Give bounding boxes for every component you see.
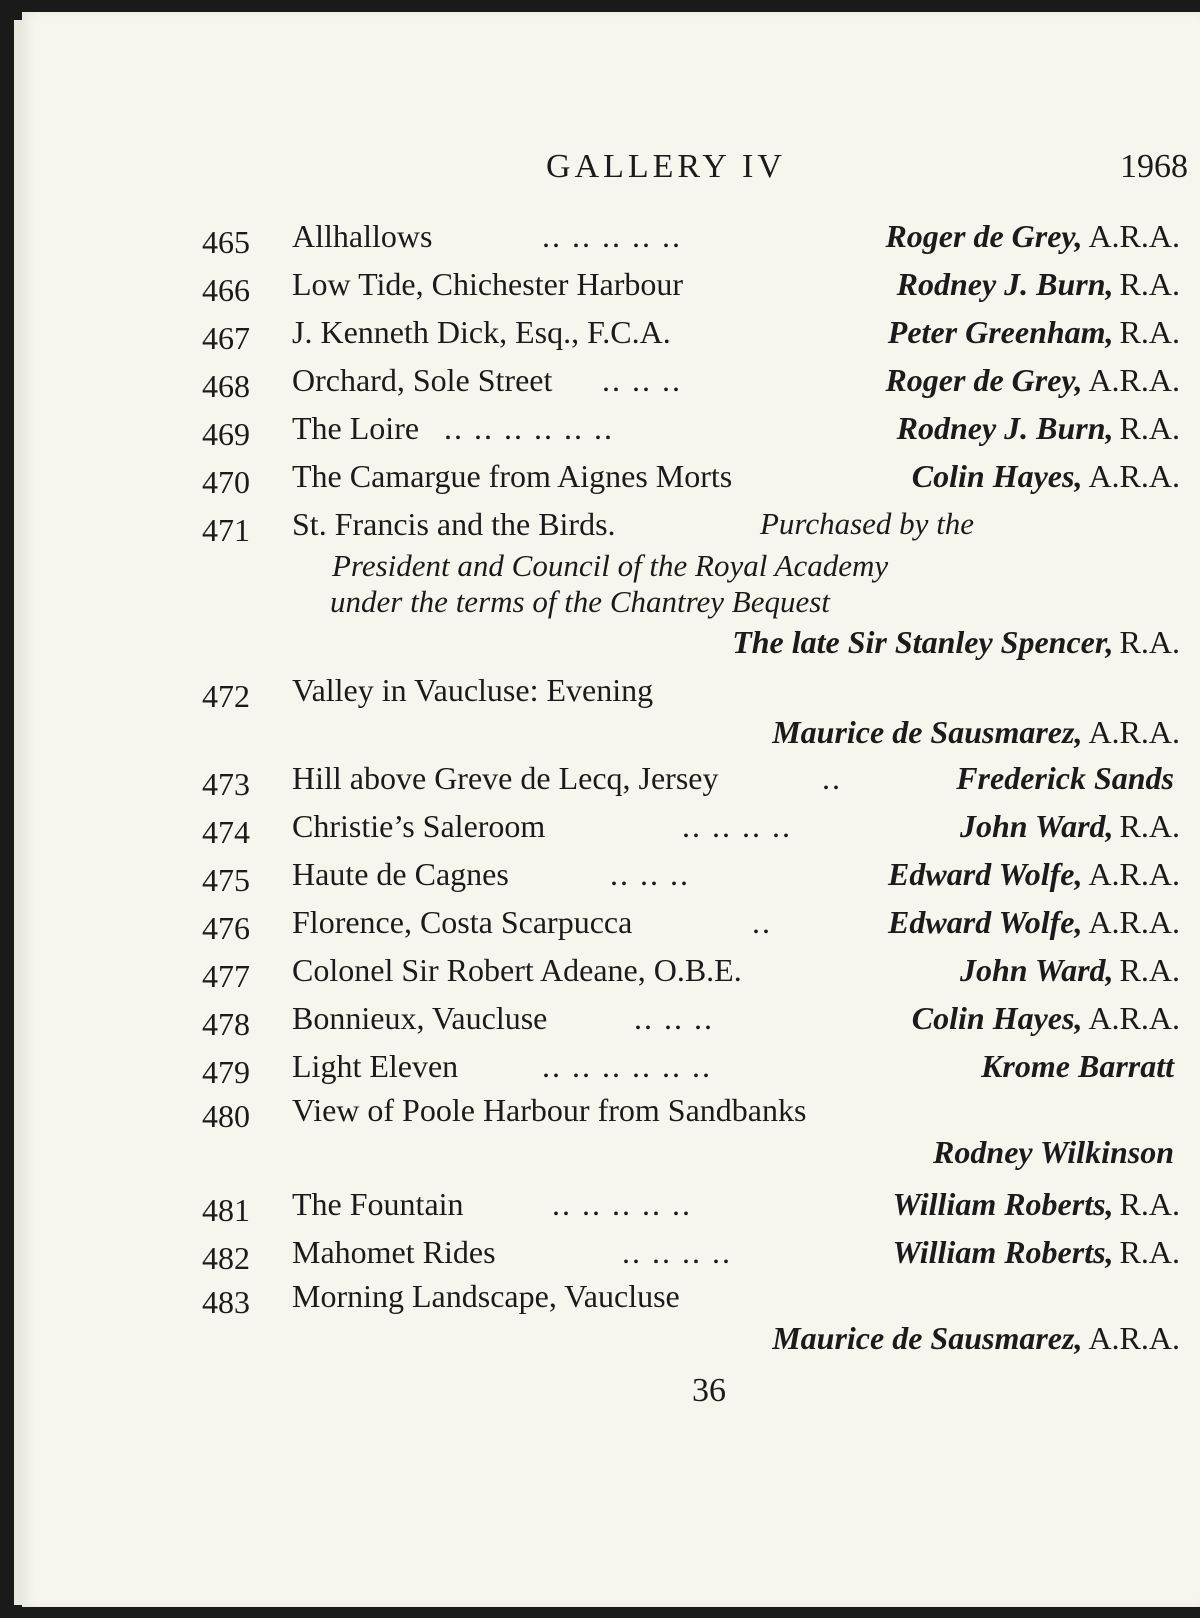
entry-479 [22,1042,1200,1090]
artist-honours: R.A. [1119,410,1180,446]
artist-name: The late Sir Stanley Spencer, [732,624,1114,660]
entry-artist [888,850,1180,898]
entry-artist [912,452,1180,500]
entry-466 [22,260,1200,308]
artist-honours: R.A. [1119,808,1180,844]
entry-title: Low Tide, Chichester Harbour [292,266,684,302]
entry-artist [956,754,1180,802]
leader-dots: .. .. .. .. .. .. [444,410,614,446]
entry-number: 477 [202,958,250,994]
artist-name: Colin Hayes, [911,458,1083,494]
entry-artist [885,356,1180,404]
entry-artist [897,404,1180,452]
entry-title: St. Francis and the Birds. [292,506,616,542]
artist-name: Krome Barratt [981,1048,1174,1084]
artist-honours: R.A. [1119,952,1180,988]
entry-artist [888,308,1180,356]
entry-number: 476 [202,910,250,946]
entry-artist [892,1228,1180,1276]
entry-artist [772,710,1180,754]
artist-honours: A.R.A. [1088,1000,1180,1036]
entry-number: 483 [202,1284,250,1320]
entry-note-line-1: Purchased by the [760,506,975,541]
artist-honours: A.R.A. [1088,856,1180,892]
artist-honours: R.A. [1119,624,1180,660]
entry-472 [22,670,1200,754]
artist-name: Maurice de Sausmarez, [772,1320,1083,1356]
entry-artist [981,1042,1180,1090]
page-number: 36 [692,1372,726,1409]
artist-name: Rodney Wilkinson [933,1134,1174,1170]
leader-dots: .. .. .. [610,856,690,892]
leader-dots: .. .. .. .. [622,1234,732,1270]
artist-honours: A.R.A. [1088,1320,1180,1356]
entry-title: The Fountain [292,1186,464,1222]
entry-number: 471 [202,512,250,548]
artist-honours: R.A. [1119,266,1180,302]
entry-465 [22,212,1200,260]
entry-471 [22,500,1200,664]
artist-name: Edward Wolfe, [888,856,1083,892]
artist-name: John Ward, [960,952,1114,988]
entry-number: 469 [202,416,250,452]
entry-470 [22,452,1200,500]
entry-number: 466 [202,272,250,308]
entry-title: Florence, Costa Scarpucca [292,904,633,940]
leader-dots: .. .. .. .. .. [542,218,682,254]
entry-number: 482 [202,1240,250,1276]
year: 1968 [1120,148,1188,185]
entry-title: J. Kenneth Dick, Esq., F.C.A. [292,314,671,350]
entry-469 [22,404,1200,452]
entry-number: 472 [202,678,250,714]
entry-artist [933,1130,1180,1174]
artist-honours: A.R.A. [1088,362,1180,398]
entry-467 [22,308,1200,356]
entry-477 [22,946,1200,994]
leader-dots: .. [822,760,842,796]
artist-name: Edward Wolfe, [888,904,1083,940]
artist-name: Colin Hayes, [911,1000,1083,1036]
entry-note-line-2: President and Council of the Royal Academy [332,548,889,583]
leader-dots: .. .. .. .. .. .. [542,1048,712,1084]
entry-title: Light Eleven [292,1048,459,1084]
entry-artist [732,620,1180,664]
entry-number: 467 [202,320,250,356]
entry-title: Christie’s Saleroom [292,808,546,844]
artist-name: John Ward, [960,808,1114,844]
entry-title: View of Poole Harbour from Sandbanks [292,1092,807,1128]
leader-dots: .. .. .. .. .. [552,1186,692,1222]
entry-title: Mahomet Rides [292,1234,496,1270]
leader-dots: .. .. .. .. [682,808,792,844]
entry-480 [22,1090,1200,1174]
entry-number: 475 [202,862,250,898]
entry-number: 470 [202,464,250,500]
entry-title: Hill above Greve de Lecq, Jersey [292,760,719,796]
gallery-title: GALLERY IV [546,148,786,185]
entry-478 [22,994,1200,1042]
entry-title: Haute de Cagnes [292,856,509,892]
entry-483 [22,1276,1200,1360]
entry-number: 480 [202,1098,250,1134]
page-edge [14,20,22,1605]
artist-honours: R.A. [1119,1186,1180,1222]
entry-473 [22,754,1200,802]
entry-artist [772,1316,1180,1360]
entry-title: The Camargue from Aignes Morts [292,458,733,494]
entry-number: 465 [202,224,250,260]
entry-title: Colonel Sir Robert Adeane, O.B.E. [292,952,742,988]
page-header [22,132,1200,192]
entry-title: Valley in Vaucluse: Evening [292,672,654,708]
entry-number: 478 [202,1006,250,1042]
artist-name: Rodney J. Burn, [896,266,1114,302]
entry-number: 479 [202,1054,250,1090]
entry-list [22,212,1200,1360]
entry-number: 473 [202,766,250,802]
artist-name: Roger de Grey, [885,362,1083,398]
entry-number: 474 [202,814,250,850]
entry-476 [22,898,1200,946]
artist-honours: R.A. [1119,1234,1180,1270]
artist-honours: A.R.A. [1088,218,1180,254]
artist-name: Peter Greenham, [887,314,1114,350]
entry-481 [22,1180,1200,1228]
leader-dots: .. [752,904,772,940]
artist-honours: A.R.A. [1088,714,1180,750]
entry-474 [22,802,1200,850]
entry-482 [22,1228,1200,1276]
artist-honours: A.R.A. [1088,904,1180,940]
entry-title: Orchard, Sole Street [292,362,553,398]
entry-artist [897,260,1180,308]
artist-name: Frederick Sands [956,760,1174,796]
entry-artist [912,994,1180,1042]
leader-dots: .. .. .. [634,1000,714,1036]
artist-honours: A.R.A. [1088,458,1180,494]
entry-title: Allhallows [292,218,433,254]
entry-475 [22,850,1200,898]
leader-dots: .. .. .. [602,362,682,398]
entry-title: The Loire [292,410,420,446]
entry-number: 481 [202,1192,250,1228]
artist-name: Maurice de Sausmarez, [772,714,1083,750]
entry-artist [892,1180,1180,1228]
artist-name: William Roberts, [892,1234,1114,1270]
artist-name: Rodney J. Burn, [896,410,1114,446]
artist-honours: R.A. [1119,314,1180,350]
entry-title: Bonnieux, Vaucluse [292,1000,548,1036]
entry-468 [22,356,1200,404]
artist-name: Roger de Grey, [885,218,1083,254]
entry-artist [885,212,1180,260]
entry-note-line-3: under the terms of the Chantrey Bequest [330,584,830,619]
entry-artist [960,946,1180,994]
entry-title: Morning Landscape, Vaucluse [292,1278,680,1314]
entry-artist [888,898,1180,946]
artist-name: William Roberts, [892,1186,1114,1222]
entry-artist [960,802,1180,850]
entry-number: 468 [202,368,250,404]
catalogue-page [22,12,1200,1607]
